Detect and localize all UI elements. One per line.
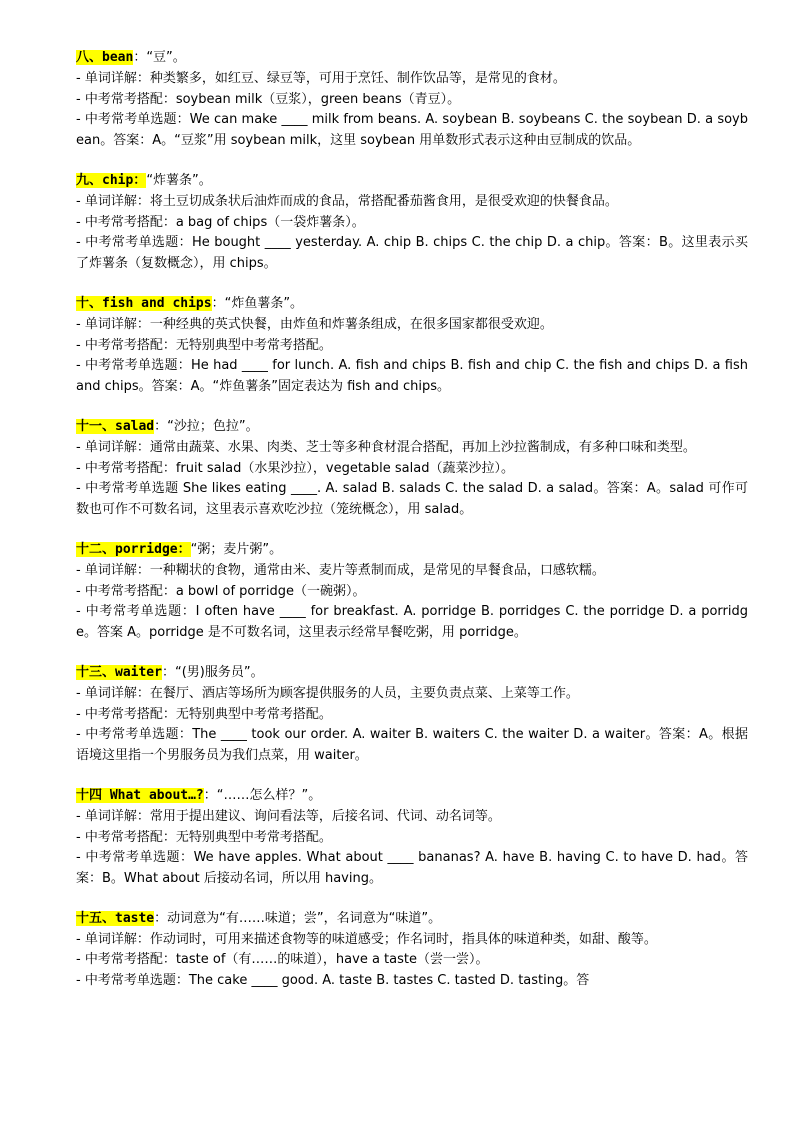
vocabulary-entry: [76, 909, 748, 992]
entry-heading: [76, 171, 748, 192]
entry-detail-line: - 中考常考单选题：The cake ____ good. A. taste B. tastes C. tasted D. tasting。答: [76, 973, 590, 989]
entry-meaning: ：动词意为“有……味道；尝”，名词意为“味道”。: [154, 910, 442, 926]
entry-detail-line: - 中考常考单选题：I often have ____ for breakfast. A. porridge B. porridges C. the porridge D. a porridge。答案 A。porridge 是不可数名词，这里表示经常早餐吃粥，用 porridge。: [76, 604, 748, 641]
entry-heading: [76, 294, 748, 315]
vocabulary-entry: [76, 417, 748, 521]
entry-detail-line: - 中考常考单选题：He bought ____ yesterday. A. chip B. chips C. the chip D. a chip。答案：B。这里表示买了炸薯条（复数概念），用 chips。: [76, 235, 748, 272]
entry-detail-line: - 单词详解：一种经典的英式快餐，由炸鱼和炸薯条组成，在很多国家都很受欢迎。: [76, 316, 553, 332]
entry-heading: [76, 909, 748, 930]
vocabulary-list: [76, 48, 748, 992]
entry-term-highlight: 十一、salad: [76, 418, 155, 434]
entry-detail-line: - 单词详解：一种糊状的食物，通常由米、麦片等煮制而成，是常见的早餐食品，口感软糯。: [76, 562, 605, 578]
entry-detail-line: - 中考常考单选题 She likes eating ____. A. salad B. salads C. the salad D. a salad。答案：A。salad 可作可数也可作不可数名词，这里表示喜欢吃沙拉（笼统概念），用 salad。: [76, 481, 748, 518]
entry-detail-line: - 中考常考搭配：soybean milk（豆浆），green beans（青豆）。: [76, 91, 461, 107]
entry-term-highlight: 十三、waiter: [76, 664, 162, 680]
entry-meaning: ：“炸鱼薯条”。: [211, 295, 304, 311]
entry-detail-line: - 中考常考单选题：He had ____ for lunch. A. fish and chips B. fish and chip C. the fish and chips D. a fish and chips。答案：A。“炸鱼薯条”固定表达为 fish and chips。: [76, 358, 748, 395]
entry-detail-line: - 单词详解：在餐厅、酒店等场所为顾客提供服务的人员，主要负责点菜、上菜等工作。: [76, 685, 579, 701]
entry-heading: [76, 540, 748, 561]
entry-detail-line: - 单词详解：常用于提出建议、询问看法等，后接名词、代词、动名词等。: [76, 808, 501, 824]
document-page: [76, 48, 748, 1011]
vocabulary-entry: [76, 540, 748, 644]
entry-detail-line: - 中考常考搭配：无特别典型中考常考搭配。: [76, 706, 332, 722]
vocabulary-entry: [76, 663, 748, 767]
entry-term-highlight: 九、chip：: [76, 172, 147, 188]
entry-detail-line: - 中考常考搭配：无特别典型中考常考搭配。: [76, 829, 332, 845]
entry-meaning: ：“(男)服务员”。: [161, 664, 264, 680]
entry-detail-line: - 中考常考单选题：The ____ took our order. A. waiter B. waiters C. the waiter D. a waiter。答案：A。根据语境这里指一个男服务员为我们点菜，用 waiter。: [76, 727, 748, 764]
entry-detail-line: - 中考常考单选题：We have apples. What about ____ bananas? A. have B. having C. to have D. had。答案：B。What about 后接动名词，所以用 having。: [76, 850, 748, 887]
vocabulary-entry: [76, 294, 748, 398]
entry-term-highlight: 十四 What about…?: [76, 787, 204, 803]
vocabulary-entry: [76, 786, 748, 890]
entry-meaning: “炸薯条”。: [146, 172, 212, 188]
entry-detail-line: - 单词详解：种类繁多，如红豆、绿豆等，可用于烹饪、制作饮品等，是常见的食材。: [76, 70, 566, 86]
entry-term-highlight: 十五、taste: [76, 910, 155, 926]
entry-heading: [76, 48, 748, 69]
vocabulary-entry: [76, 171, 748, 275]
entry-term-highlight: 八、bean: [76, 50, 134, 65]
entry-meaning: ：“……怎么样？”。: [203, 787, 322, 803]
entry-detail-line: - 单词详解：通常由蔬菜、水果、肉类、芝士等多种食材混合搭配，再加上沙拉酱制成，有多种口味和类型。: [76, 439, 696, 455]
vocabulary-entry: [76, 48, 748, 152]
entry-heading: [76, 786, 748, 807]
entry-meaning: ：“沙拉；色拉”。: [154, 418, 259, 434]
entry-meaning: “粥；麦片粥”。: [190, 541, 283, 557]
entry-detail-line: - 单词详解：将土豆切成条状后油炸而成的食品，常搭配番茄酱食用，是很受欢迎的快餐食品。: [76, 193, 618, 209]
entry-term-highlight: 十二、porridge：: [76, 541, 191, 557]
entry-detail-line: - 中考常考搭配：taste of（有……的味道），have a taste（尝一尝）。: [76, 952, 489, 968]
entry-detail-line: - 中考常考搭配：fruit salad（水果沙拉），vegetable salad（蔬菜沙拉）。: [76, 460, 514, 476]
entry-term-highlight: 十、fish and chips: [76, 295, 212, 311]
entry-heading: [76, 663, 748, 684]
entry-detail-line: - 单词详解：作动词时，可用来描述食物等的味道感受；作名词时，指具体的味道种类，如甜、酸等。: [76, 931, 657, 947]
entry-detail-line: - 中考常考单选题：We can make ____ milk from beans. A. soybean B. soybeans C. the soybean D. a soybean。答案：A。“豆浆”用 soybean milk，这里 soybean 用单数形式表示这种由豆制成的饮品。: [76, 112, 748, 149]
entry-detail-line: - 中考常考搭配：无特别典型中考常考搭配。: [76, 337, 332, 353]
entry-heading: [76, 417, 748, 438]
entry-meaning: ：“豆”。: [133, 50, 186, 65]
entry-detail-line: - 中考常考搭配：a bowl of porridge（一碗粥）。: [76, 583, 366, 599]
entry-detail-line: - 中考常考搭配：a bag of chips（一袋炸薯条）。: [76, 214, 365, 230]
